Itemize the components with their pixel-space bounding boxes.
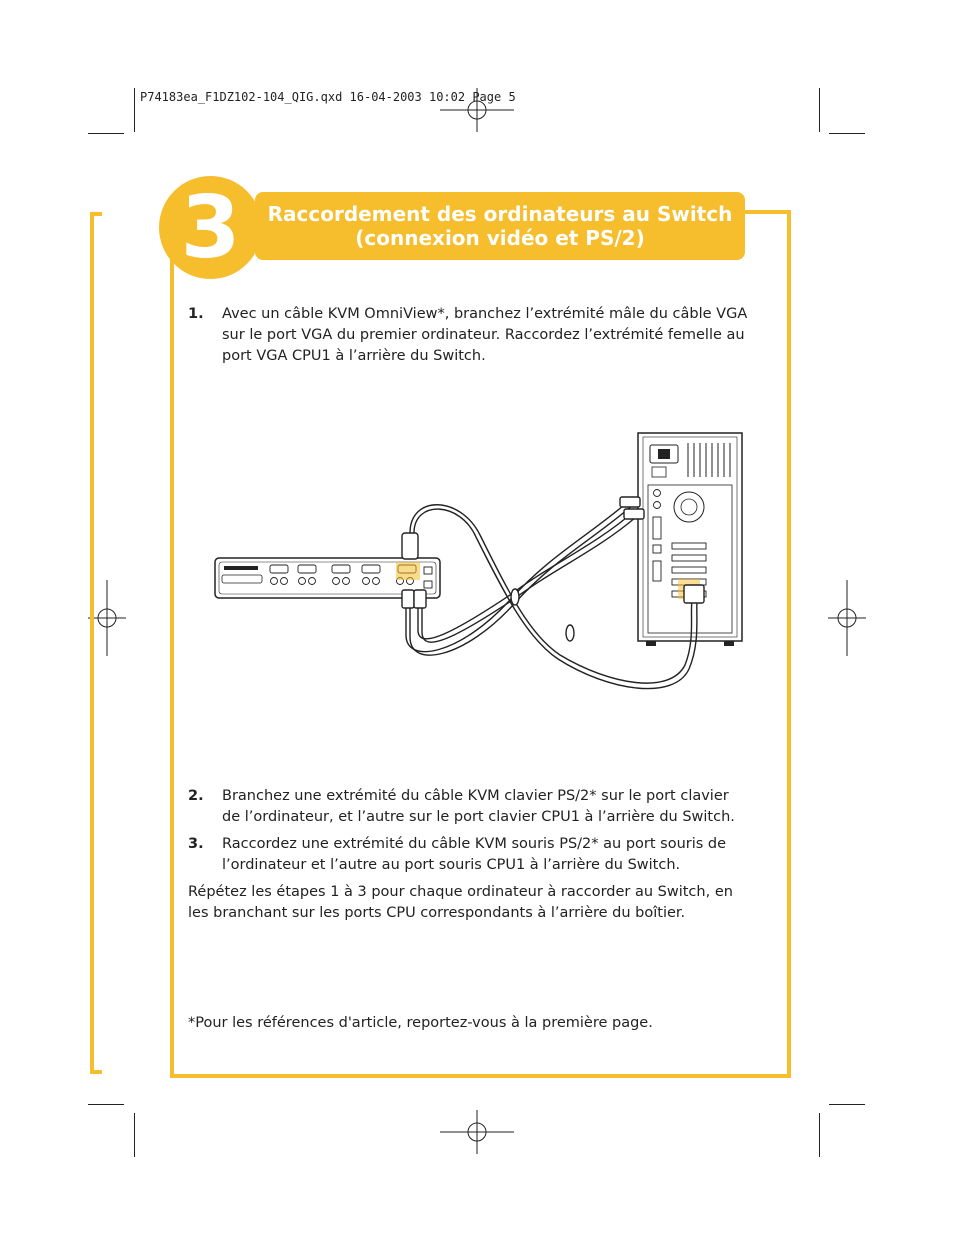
section-title-banner	[255, 192, 745, 260]
left-bar-bottom-tick	[90, 1070, 102, 1074]
step-1	[188, 304, 748, 367]
step-number: 3	[180, 177, 241, 278]
step-3-number: 3.	[188, 836, 204, 852]
step-3-text: Raccordez une extrémité du câble KVM souris PS/2* au port souris de l’ordinateur et l’autre au port souris CPU1 à l’arrière du Switch.	[222, 836, 727, 873]
connection-diagram	[210, 425, 770, 725]
step-2	[188, 786, 748, 828]
step-2-text: Branchez une extrémité du câble KVM clavier PS/2* sur le port clavier de l’ordinateur, et l’autre sur le port clavier CPU1 à l’arrière du Switch.	[222, 788, 735, 825]
section-title-line1: Raccordement des ordinateurs au Switch	[267, 202, 733, 226]
repeat-note: Répétez les étapes 1 à 3 pour chaque ordinateur à raccorder au Switch, en les branchant sur les ports CPU correspondants à l’arrière du boîtier.	[188, 884, 733, 921]
section-title-line2: (connexion vidéo et PS/2)	[355, 226, 645, 250]
left-margin-bar	[90, 212, 94, 1074]
footnote: *Pour les références d'article, reportez-vous à la première page.	[188, 1015, 653, 1031]
step-1-number: 1.	[188, 306, 204, 322]
file-slug: P74183ea_F1DZ102-104_QIG.qxd 16-04-2003 10:02 Page 5	[140, 90, 516, 104]
computer-tower-illustration	[638, 433, 742, 646]
step-2-number: 2.	[188, 788, 204, 804]
step-3	[188, 834, 748, 876]
left-bar-top-tick	[90, 212, 102, 216]
step-1-text: Avec un câble KVM OmniView*, branchez l’extrémité mâle du câble VGA sur le port VGA du premier ordinateur. Raccordez l’extrémité femelle au port VGA CPU1 à l’arrière du Switch.	[222, 306, 748, 364]
